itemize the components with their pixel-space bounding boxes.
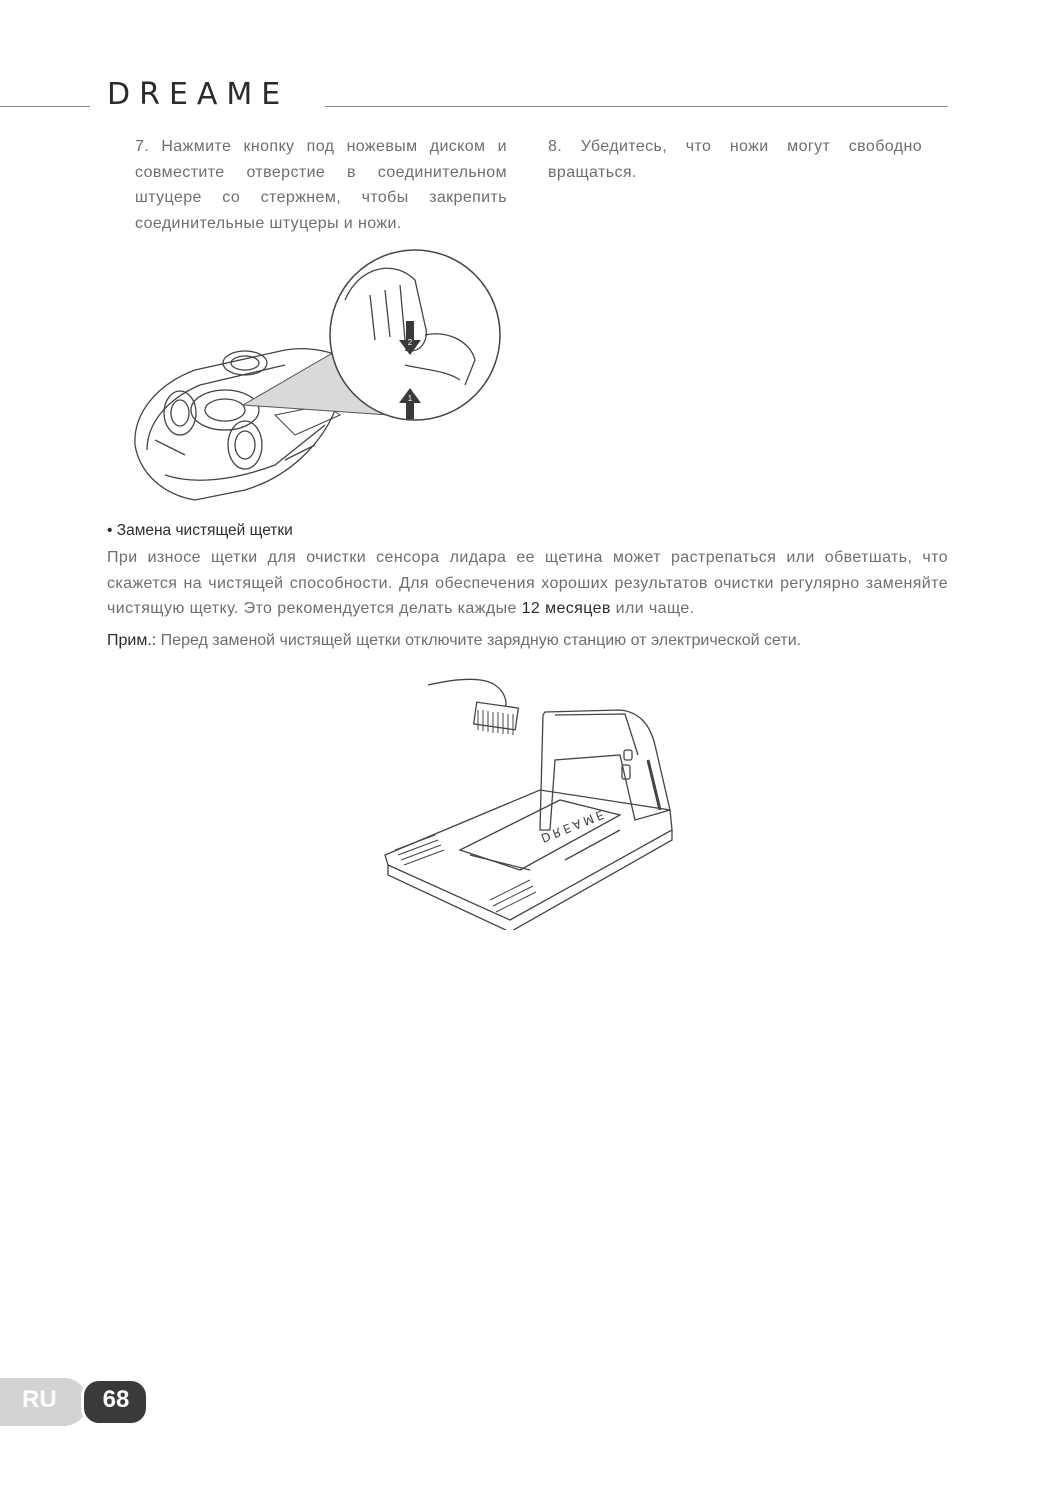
- blade-installation-illustration: [125, 245, 515, 505]
- header-rule-left: [0, 106, 90, 107]
- svg-text:2: 2: [407, 338, 413, 347]
- language-label: RU: [22, 1386, 57, 1413]
- brand-logo: DREAME: [107, 77, 290, 112]
- blade-disc-icon: [191, 390, 259, 430]
- charging-station-illustration: [380, 670, 680, 930]
- header-rule-right: [325, 106, 948, 107]
- page-number: 68: [102, 1386, 130, 1413]
- note-label: Прим.:: [107, 632, 157, 649]
- brush-note: [107, 628, 948, 654]
- step-8-text: 8. Убедитесь, что ножи могут свободно вращаться.: [548, 138, 922, 181]
- svg-text:1: 1: [407, 394, 413, 403]
- brush-section-title: • Замена чистящей щетки: [107, 522, 293, 539]
- replacement-interval: 12 месяцев: [521, 600, 611, 617]
- note-text: Перед заменой чистящей щетки отключите зарядную станцию от электрической сети.: [156, 632, 802, 649]
- base-brand-label: DREAME: [538, 806, 609, 846]
- track-wheel-icon: [223, 351, 267, 375]
- brush-body-after: или чаще.: [610, 600, 695, 617]
- brush-body-before: При износе щетки для очистки сенсора лидара ее щетина может растрепаться или обветшать, что скажется на чистящей способности. Для обеспечения хороших результатов очистки регулярно заменяйте чистящую щетку. Это рекомендуется делать каждые: [107, 549, 948, 617]
- step-7-text: 7. Нажмите кнопку под ножевым диском и совместите отверстие в соединительном штуцере со стержнем, чтобы закрепить соединительные штуцеры и ножи.: [135, 138, 507, 232]
- brush-section-body: [107, 545, 948, 622]
- brush-icon: [474, 702, 519, 735]
